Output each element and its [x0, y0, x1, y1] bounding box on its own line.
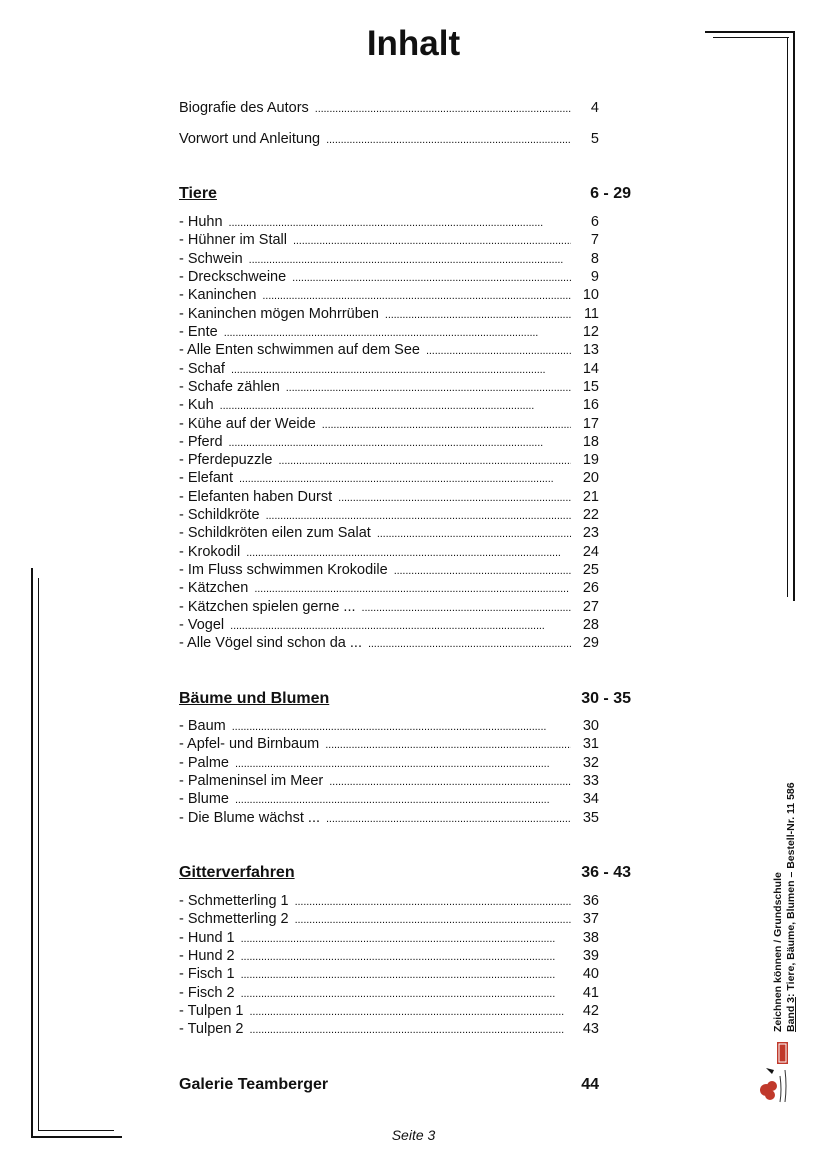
toc-label: - Hund 1 [179, 929, 235, 946]
toc-label: - Baum [179, 718, 226, 734]
toc-label: - Schmetterling 1 [179, 893, 289, 909]
toc-row [179, 1020, 599, 1038]
gallery-title: Galerie Teamberger [179, 1076, 329, 1093]
gallery-heading [179, 1076, 599, 1098]
toc-page: 16 [582, 397, 599, 414]
toc-page: 20 [582, 470, 599, 487]
toc-row [179, 268, 599, 286]
toc-page: 15 [582, 378, 599, 395]
toc-row [179, 415, 599, 433]
toc-row [179, 130, 599, 148]
toc-page: 29 [582, 635, 599, 652]
toc-row [179, 250, 599, 268]
frame-line [787, 37, 788, 597]
toc-row [179, 451, 599, 469]
toc-page: 36 [582, 893, 599, 909]
toc-row [179, 488, 599, 506]
toc-row [179, 984, 599, 1002]
frame-line [705, 31, 795, 33]
toc-page: 6 [590, 214, 599, 230]
toc-row [179, 910, 599, 928]
toc-page: 8 [590, 250, 599, 267]
toc-page: 24 [582, 543, 599, 560]
toc-row [179, 965, 599, 983]
toc-row [179, 1002, 599, 1020]
toc-row [179, 469, 599, 487]
toc-row [179, 929, 599, 947]
toc-row [179, 378, 599, 396]
toc-page: 31 [582, 736, 599, 753]
toc-row [179, 717, 599, 735]
toc-page: 41 [582, 984, 599, 1001]
toc-label: - Schmetterling 2 [179, 911, 289, 928]
toc-label: - Schildkröten eilen zum Salat [179, 525, 371, 542]
toc-page: 38 [582, 929, 599, 946]
toc-page: 13 [582, 342, 599, 359]
toc-label: - Dreckschweine [179, 268, 287, 285]
toc-page: 19 [582, 452, 599, 469]
toc-page: 28 [582, 617, 599, 634]
toc-page: 34 [582, 791, 599, 808]
toc-label: - Kuh [179, 397, 214, 414]
toc-row [179, 305, 599, 323]
toc-page: 42 [582, 1003, 599, 1020]
toc-page: 25 [582, 562, 599, 579]
toc-row [179, 341, 599, 359]
toc-label: - Blume [179, 791, 229, 808]
toc-label: - Kühe auf der Weide [179, 415, 316, 432]
toc-page: 17 [582, 415, 599, 432]
toc-label: - Tulpen 1 [179, 1003, 244, 1020]
toc-row [179, 213, 599, 231]
frame-line [793, 31, 795, 601]
toc-row [179, 579, 599, 597]
section-title: Bäume und Blumen [179, 690, 330, 707]
toc-row [179, 506, 599, 524]
toc-row [179, 543, 599, 561]
toc-page: 26 [582, 580, 599, 597]
toc-page: 32 [582, 754, 599, 771]
toc-page: 12 [582, 323, 599, 340]
toc-label: - Huhn [179, 214, 223, 230]
section-title: Gitterverfahren [179, 864, 295, 881]
toc-page: 33 [582, 772, 599, 789]
toc-page: 14 [582, 360, 599, 377]
toc-page: 21 [582, 488, 599, 505]
frame-line [713, 37, 789, 38]
toc-row [179, 598, 599, 616]
toc-label: - Pferd [179, 433, 223, 450]
section-pages: 6 - 29 [590, 185, 631, 202]
side-caption-band: Band 3 [785, 996, 797, 1032]
toc-row [179, 809, 599, 827]
toc-label: Biografie des Autors [179, 100, 309, 116]
toc-row [179, 524, 599, 542]
toc-row [179, 433, 599, 451]
section-pages: 36 - 43 [581, 864, 631, 881]
side-caption [772, 752, 802, 1032]
toc-label: - Alle Enten schwimmen auf dem See [179, 342, 420, 359]
toc-page: 43 [582, 1021, 599, 1038]
toc-label: - Krokodil [179, 543, 241, 560]
toc-row [179, 634, 599, 652]
toc-label: - Apfel- und Birnbaum [179, 736, 320, 753]
toc-label: - Palmeninsel im Meer [179, 772, 324, 789]
gallery-page: 44 [581, 1076, 599, 1093]
side-caption-line1: Zeichnen können / Grundschule [772, 872, 784, 1032]
toc-label: - Elefanten haben Durst [179, 488, 333, 505]
toc-label: - Fisch 2 [179, 984, 235, 1001]
toc-row [179, 286, 599, 304]
toc-row [179, 947, 599, 965]
section-heading [179, 864, 631, 886]
page-number: Seite 3 [391, 1127, 436, 1143]
section-pages: 30 - 35 [581, 690, 631, 707]
toc-label: - Die Blume wächst ... [179, 809, 321, 826]
toc-label: - Schwein [179, 250, 243, 267]
toc-page: 30 [582, 718, 599, 734]
section-heading [179, 690, 631, 712]
toc-label: - Tulpen 2 [179, 1021, 244, 1038]
toc-row [179, 99, 599, 117]
toc-label: - Ente [179, 323, 218, 340]
toc-row [179, 396, 599, 414]
toc-row [179, 790, 599, 808]
toc-page: 5 [590, 131, 599, 147]
toc-label: - Kaninchen [179, 287, 257, 304]
toc-page: 39 [582, 948, 599, 965]
toc-page: 18 [582, 433, 599, 450]
toc-row [179, 616, 599, 634]
toc-label: - Hund 2 [179, 948, 235, 965]
toc-label: - Vogel [179, 617, 225, 634]
toc-page: 40 [582, 966, 599, 983]
toc-page: 22 [582, 507, 599, 524]
toc-page: 37 [582, 911, 599, 928]
toc-row [179, 892, 599, 910]
toc-row [179, 323, 599, 341]
toc-label: - Schafe zählen [179, 378, 280, 395]
toc-row [179, 360, 599, 378]
section-heading [179, 185, 631, 207]
publisher-logo-icon [758, 1040, 792, 1104]
toc-label: - Elefant [179, 470, 233, 487]
toc-page: 9 [590, 268, 599, 285]
toc-label: - Kätzchen spielen gerne ... [179, 598, 356, 615]
toc-label: Vorwort und Anleitung [179, 131, 321, 147]
toc-row [179, 561, 599, 579]
toc-row [179, 754, 599, 772]
toc-page: 35 [582, 809, 599, 826]
toc-label: - Schildkröte [179, 507, 260, 524]
toc-page: 27 [582, 598, 599, 615]
toc-page: 11 [583, 305, 599, 322]
toc-page: 4 [590, 100, 599, 116]
toc-label: - Kaninchen mögen Mohrrüben [179, 305, 379, 322]
toc-page: 10 [582, 287, 599, 304]
toc-label: - Pferdepuzzle [179, 452, 273, 469]
toc-row [179, 772, 599, 790]
toc-row [179, 231, 599, 249]
frame-line [38, 578, 39, 1131]
toc-row [179, 735, 599, 753]
toc-label: - Kätzchen [179, 580, 249, 597]
toc-label: - Palme [179, 754, 229, 771]
toc-label: - Schaf [179, 360, 225, 377]
toc-label: - Im Fluss schwimmen Krokodile [179, 562, 388, 579]
toc-label: - Hühner im Stall [179, 232, 287, 249]
section-title: Tiere [179, 185, 217, 202]
side-caption-line2: : Tiere, Bäume, Blumen – Bestell-Nr. 11 586 [785, 782, 797, 997]
frame-line [31, 568, 33, 1138]
toc-page: 23 [582, 525, 599, 542]
toc-label: - Fisch 1 [179, 966, 235, 983]
toc-page: 7 [590, 232, 599, 249]
page-title: Inhalt [366, 24, 461, 63]
toc-label: - Alle Vögel sind schon da ... [179, 635, 362, 652]
